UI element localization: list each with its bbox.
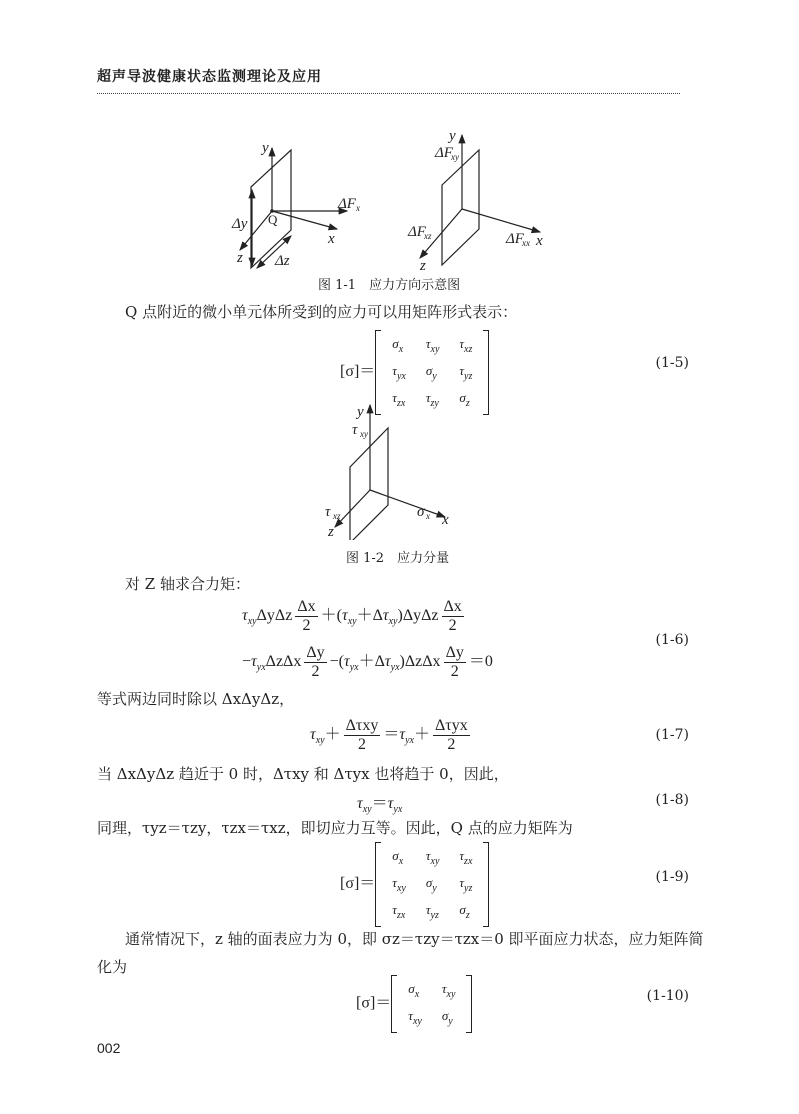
subscript: xy [388, 616, 398, 628]
equation-1-9: [σ]＝ $\sigma_x$ $\tau_{xy}$ $\tau_{zx}$ $\tau_{xy}$ $\sigma_y$ $\tau_{yz}$ $\tau_{zx}$ $\tau_{yz}$ $\sigma_z$ [340, 842, 489, 927]
subscript: y [432, 371, 437, 382]
equation-number: (1-9) [655, 869, 689, 885]
equation-number: (1-7) [655, 727, 689, 743]
subscript: zx [396, 910, 406, 921]
subscript: y [432, 883, 437, 894]
figure-1-2-caption: 图 1-2 应力分量 [346, 551, 450, 566]
subscript: x [398, 344, 404, 355]
label-dFx: ΔF [338, 196, 356, 212]
subscript: z [465, 910, 470, 921]
denominator: 2 [311, 663, 320, 680]
label-sx: σ [417, 504, 425, 520]
subscript: yz [464, 371, 473, 382]
math-text: ＝0 [468, 653, 493, 671]
math-text: − [242, 653, 252, 671]
symbol: τ [387, 795, 394, 812]
symbol: τ [344, 653, 350, 671]
subscript: zx [464, 856, 473, 867]
math-symbol [399, 726, 414, 747]
subscript: yx [390, 662, 400, 674]
label-y: y [357, 404, 364, 420]
label-dFxy: ΔF [435, 145, 453, 161]
matrix-cell: $\tau_{xy}$ [392, 875, 406, 894]
math-symbol [382, 607, 398, 628]
matrix-cell: $\tau_{yz}$ [459, 875, 473, 894]
subscript: xy [430, 856, 440, 867]
math-symbol [384, 653, 400, 674]
subscript: yx [405, 735, 414, 747]
numerator: Δx [297, 598, 316, 615]
label-dFxz-sub: xz [424, 231, 432, 241]
equation-number: (1-6) [655, 632, 689, 648]
subscript: xy [247, 616, 257, 628]
math-symbol [310, 726, 325, 747]
label-txz: τ [325, 504, 331, 520]
matrix-cell: $\tau_{xy}$ [408, 1008, 422, 1027]
equation-number: (1-8) [655, 792, 689, 808]
label-dFxx-sub: xx [522, 238, 530, 248]
equation-1-6-line1 [242, 598, 467, 635]
fraction [444, 644, 466, 681]
denominator: 2 [358, 736, 366, 753]
header-divider [97, 93, 680, 94]
math-text: ＋( [320, 607, 342, 625]
matrix-cell: $\tau_{zx}$ [392, 902, 406, 921]
fraction [295, 598, 317, 635]
math-symbol [251, 653, 266, 674]
math-symbol [242, 607, 257, 628]
label-dFxz: ΔF [408, 224, 426, 240]
fraction [344, 717, 381, 754]
matrix-cell: $\sigma_y$ [441, 1008, 453, 1027]
label-sx-sub: x [426, 511, 430, 521]
equation-1-7 [310, 717, 473, 754]
subscript: yz [430, 910, 439, 921]
subscript: yx [256, 662, 266, 674]
label-dz: Δz [275, 253, 290, 269]
numerator: Δτxy [345, 717, 379, 734]
matrix-cell: $\tau_{zx}$ [459, 848, 473, 867]
label-z: z [237, 250, 243, 266]
stress-matrix [375, 842, 489, 927]
matrix-cell: $\sigma_x$ [392, 848, 404, 867]
matrix-cell: $\tau_{zy}$ [425, 390, 439, 409]
subscript: yx [349, 662, 359, 674]
numerator: Δx [443, 598, 462, 615]
label-txy: τ [352, 422, 358, 438]
paragraph: 等式两边同时除以 ΔxΔyΔz， [97, 690, 295, 708]
element-plane [251, 150, 291, 268]
paragraph: 通常情况下，z 轴的面表应力为 0，即 σz＝τzy＝τzx＝0 即平面应力状态，应力矩阵简 [125, 930, 704, 948]
math-text: ＋Δ [358, 653, 385, 671]
symbol: τ [357, 795, 363, 812]
stress-matrix [391, 975, 472, 1033]
symbol: τ [251, 653, 257, 671]
running-header: 超声导波健康状态监测理论及应用 [97, 69, 322, 85]
label-dFx-sub: x [356, 203, 360, 213]
subscript: x [414, 989, 420, 1000]
denominator: 2 [302, 617, 311, 634]
subscript: yx [393, 804, 403, 815]
figure-1-1-caption: 图 1-1 应力方向示意图 [318, 278, 461, 293]
symbol: τ [399, 726, 406, 744]
equation-1-10: [σ]＝ $\sigma_x$ $\tau_{xy}$ $\tau_{xy}$ $\sigma_y$ [356, 975, 472, 1033]
symbol: τ [242, 607, 248, 625]
subscript: xy [412, 1016, 422, 1027]
math-text: −( [329, 653, 344, 671]
math-text: ＝ [371, 795, 388, 812]
math-symbol [387, 795, 403, 815]
equation-1-6-line2 [242, 644, 493, 681]
label-dFxx: ΔF [506, 231, 524, 247]
matrix-cell: $\tau_{yz}$ [425, 902, 439, 921]
math-symbol [344, 653, 359, 674]
subscript: zx [396, 398, 406, 409]
matrix-cell: $\tau_{yz}$ [459, 363, 473, 382]
subscript: yx [396, 371, 406, 382]
label-txy-sub: xy [360, 429, 368, 439]
subscript: xy [347, 616, 357, 628]
subscript: y [448, 1016, 453, 1027]
paragraph: 化为 [97, 958, 128, 976]
math-text: ΔzΔx [265, 653, 302, 671]
math-text: ＋ [414, 726, 431, 744]
subscript: xy [430, 344, 440, 355]
math-symbol [341, 607, 357, 628]
numerator: Δy [445, 644, 464, 661]
label-x: x [442, 512, 449, 528]
matrix-cell: $\tau_{yx}$ [392, 363, 406, 382]
symbol: τ [384, 653, 391, 671]
paragraph: 对 Z 轴求合力矩： [125, 575, 250, 593]
matrix-cell: $\tau_{xz}$ [459, 336, 473, 355]
subscript: xy [362, 804, 372, 815]
math-text: ＋ [324, 726, 341, 744]
numerator: Δτyx [435, 717, 468, 734]
denominator: 2 [447, 736, 456, 753]
subscript: zy [430, 398, 439, 409]
numerator: Δy [306, 644, 325, 661]
equation-number: (1-5) [655, 355, 689, 371]
math-text: ＝ [383, 726, 400, 744]
equation-1-5: [σ]＝ $\sigma_x$ $\tau_{xy}$ $\tau_{xz}$ $\tau_{yx}$ $\sigma_y$ $\tau_{yz}$ $\tau_{zx}$ $\tau_{zy}$ $\sigma_z$ [340, 330, 489, 415]
label-dFxy-sub: xy [451, 152, 459, 162]
symbol: τ [382, 607, 389, 625]
paragraph: 同理，τyz＝τzy，τzx＝τxz，即切应力互等。因此，Q 点的应力矩阵为 [97, 819, 573, 837]
subscript: xy [396, 883, 406, 894]
matrix-cell: $\tau_{xy}$ [441, 981, 456, 1000]
label-x2: x [536, 233, 543, 249]
label-z: z [328, 524, 334, 540]
label-y2: y [449, 128, 456, 144]
math-text: )ΔyΔz [397, 607, 439, 625]
fraction [442, 598, 464, 635]
label-z2: z [420, 258, 426, 274]
subscript: xy [446, 989, 456, 1000]
figure-1-1 [225, 125, 565, 275]
label-y: y [262, 140, 269, 156]
subscript: xy [315, 735, 325, 747]
denominator: 2 [448, 617, 457, 634]
subscript: x [398, 856, 404, 867]
symbol: τ [341, 607, 348, 625]
math-text: ΔyΔz [256, 607, 293, 625]
matrix-cell: $\sigma_y$ [425, 363, 437, 382]
matrix-cell: $\tau_{zx}$ [392, 390, 406, 409]
denominator: 2 [450, 663, 459, 680]
label-dy: Δy [232, 216, 248, 232]
paragraph: 当 ΔxΔyΔz 趋近于 0 时，Δτxy 和 Δτyx 也将趋于 0，因此， [97, 765, 509, 783]
subscript: xz [464, 344, 473, 355]
matrix-cell: $\sigma_z$ [459, 390, 470, 409]
label-txz-sub: xz [333, 511, 341, 521]
page-number: 002 [97, 1040, 121, 1056]
equation-1-8 [357, 790, 402, 815]
figure-1-2 [320, 400, 460, 540]
math-text: )ΔzΔx [399, 653, 441, 671]
matrix-cell: $\tau_{xy}$ [425, 336, 440, 355]
label-Q: Q [268, 212, 278, 227]
paragraph: Q 点附近的微小单元体所受到的应力可以用矩阵形式表示： [125, 303, 518, 321]
matrix-cell: $\sigma_y$ [425, 875, 437, 894]
equation-number: (1-10) [646, 988, 689, 1004]
matrix-cell: $\tau_{xy}$ [425, 848, 440, 867]
matrix-cell: $\sigma_x$ [408, 981, 420, 1000]
matrix-cell: $\sigma_z$ [459, 902, 470, 921]
subscript: yz [464, 883, 473, 894]
subscript: z [465, 398, 470, 409]
fraction [304, 644, 326, 681]
label-x: x [328, 231, 335, 247]
math-text: ＋Δ [356, 607, 383, 625]
math-symbol [357, 795, 372, 815]
symbol: τ [310, 726, 316, 744]
fraction [433, 717, 470, 754]
matrix-cell: $\sigma_x$ [392, 336, 404, 355]
